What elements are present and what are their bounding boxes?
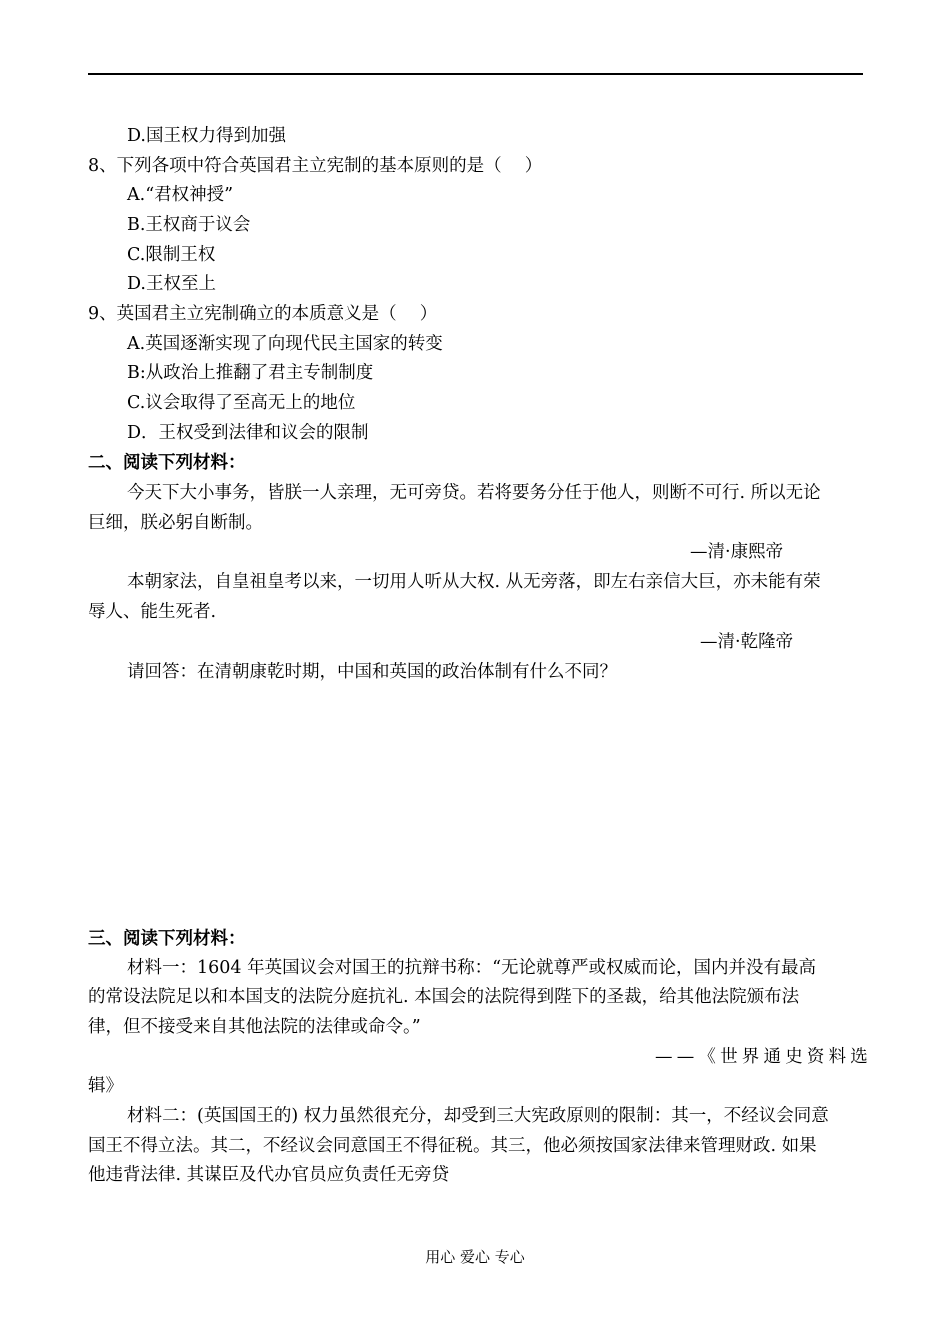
header-rule xyxy=(88,73,863,75)
page-footer: 用心 爱心 专心 xyxy=(425,1248,525,1266)
material-1-line-3: 律，但不接受来自其他法院的法律或命令。” xyxy=(88,1017,421,1037)
section-2-question: 请回答：在清朝康乾时期，中国和英国的政治体制有什么不同？ xyxy=(127,662,617,682)
kangxi-quote-line-1: 今天下大小事务，皆朕一人亲理，无可旁贷。若将要务分任于他人，则断不可行. 所以无论 xyxy=(127,483,821,503)
material-2-line-2: 国王不得立法。其二，不经议会同意国王不得征税。其三，他必须按国家法律来管理财政. 如果 xyxy=(88,1136,817,1156)
material-1-source: ——《世界通史资料选 xyxy=(655,1047,872,1067)
q9-option-b: B:从政治上推翻了君主专制制度 xyxy=(127,363,374,383)
material-1-line-1: 材料一：1604 年英国议会对国王的抗辩书称：“无论就尊严或权威而论，国内并没有最高 xyxy=(127,958,817,978)
kangxi-quote-line-2: 巨细，朕必躬自断制。 xyxy=(88,513,263,533)
q9-option-c: C.议会取得了至高无上的地位 xyxy=(127,393,356,413)
section-2-heading: 二、阅读下列材料： xyxy=(88,453,246,473)
section-3-heading: 三、阅读下列材料： xyxy=(88,929,246,949)
qianlong-source: —清·乾隆帝 xyxy=(700,632,794,652)
q8-option-c: C.限制王权 xyxy=(127,245,216,265)
material-1-line-2: 的常设法院足以和本国支的法院分庭抗礼. 本国会的法院得到陛下的圣裁，给其他法院颁布法 xyxy=(88,987,800,1007)
qianlong-quote-line-2: 辱人、能生死者. xyxy=(88,602,217,622)
q8-option-b: B.王权商于议会 xyxy=(127,215,251,235)
qianlong-quote-line-1: 本朝家法，自皇祖皇考以来，一切用人听从大权. 从无旁落，即左右亲信大巨，亦未能有荣 xyxy=(127,572,821,592)
kangxi-source: —清·康熙帝 xyxy=(690,542,784,562)
q7-option-d: D.国王权力得到加强 xyxy=(127,126,286,146)
material-1-source-cont: 辑》 xyxy=(88,1076,123,1096)
material-2-line-1: 材料二：(英国国王的) 权力虽然很充分，却受到三大宪政原则的限制：其一，不经议会同意 xyxy=(127,1106,829,1126)
q9-option-d: D．王权受到法律和议会的限制 xyxy=(127,423,369,443)
q8-option-a: A.“君权神授” xyxy=(127,185,234,205)
question-9-stem: 9、英国君主立宪制确立的本质意义是（ ） xyxy=(88,304,438,324)
q9-option-a: A.英国逐渐实现了向现代民主国家的转变 xyxy=(127,334,443,354)
question-8-stem: 8、下列各项中符合英国君主立宪制的基本原则的是（ ） xyxy=(88,156,543,176)
material-2-line-3: 他违背法律. 其谋臣及代办官员应负责任无旁贷 xyxy=(88,1165,450,1185)
q8-option-d: D.王权至上 xyxy=(127,274,216,294)
